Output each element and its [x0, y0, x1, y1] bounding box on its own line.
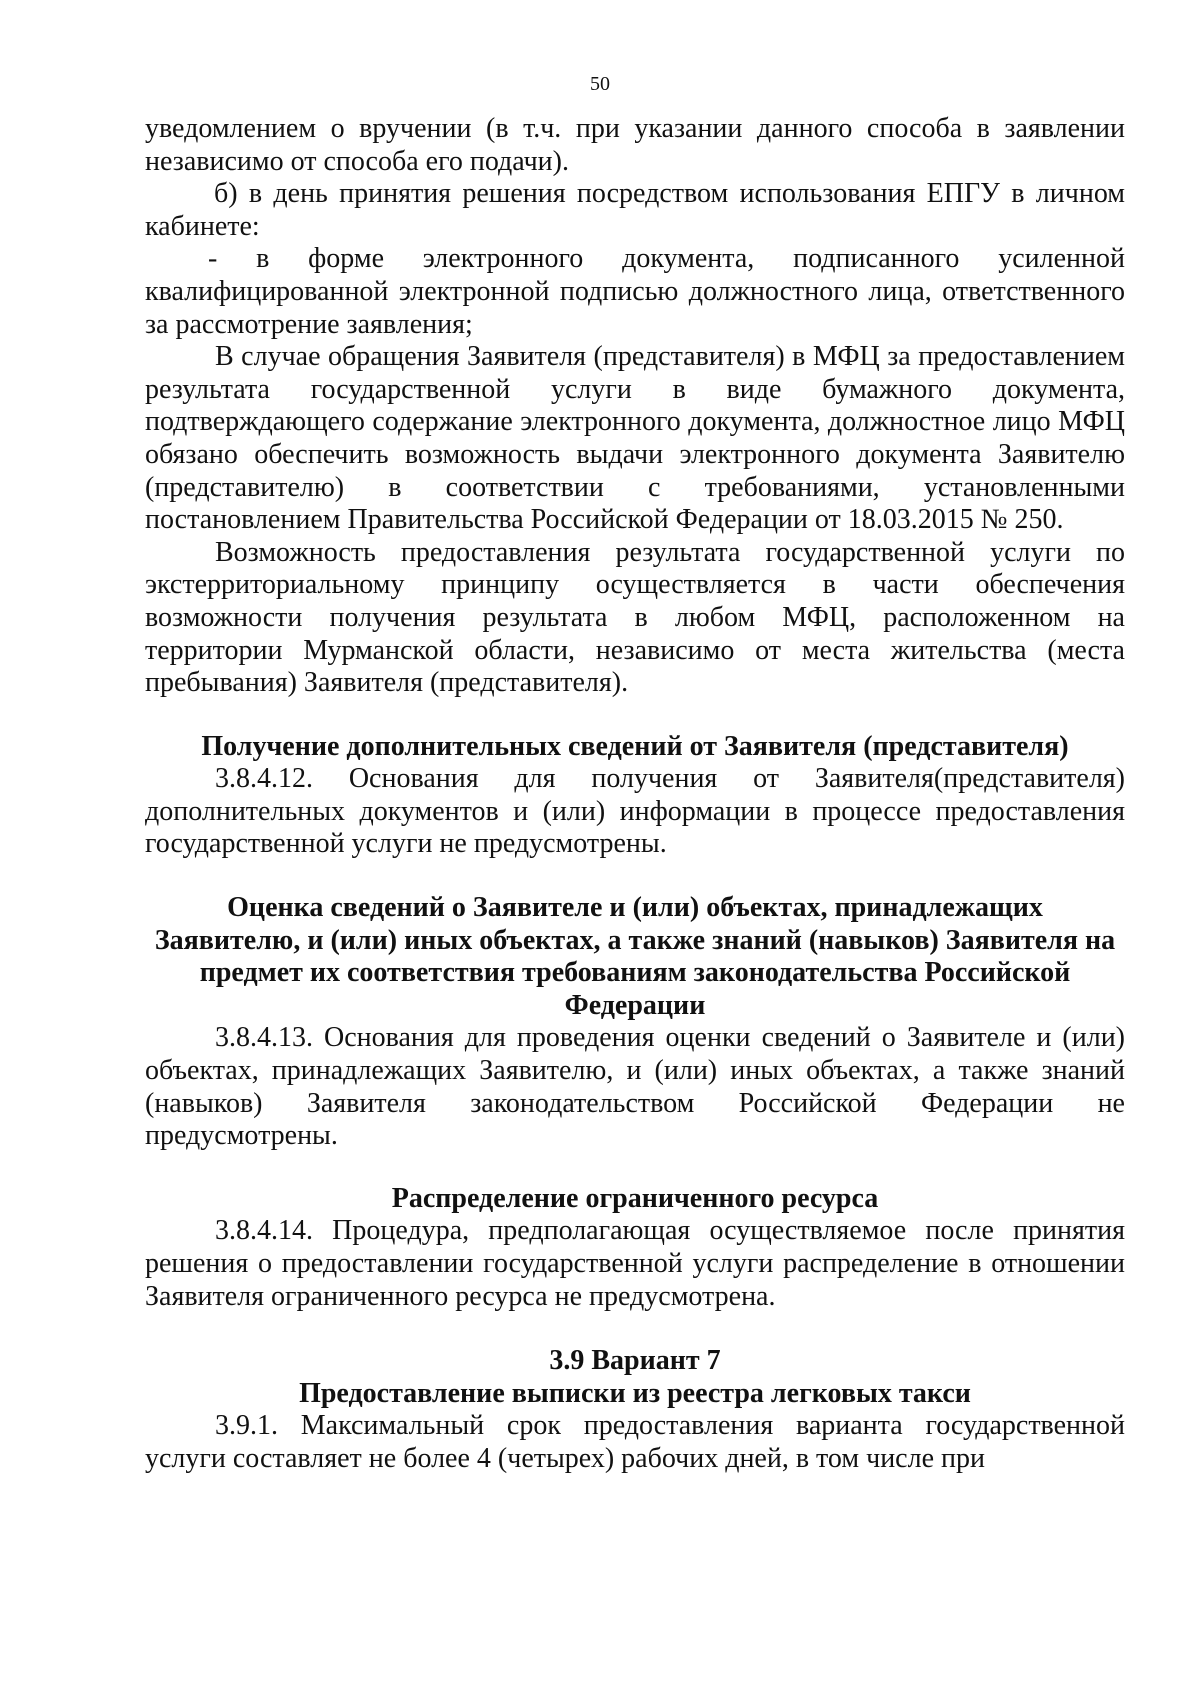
heading-applicant-assessment-line-1: Оценка сведений о Заявителе и (или) объектах, принадлежащих [227, 892, 1043, 924]
paragraph-extraterritorial: Возможность предоставления результата государственной услуги по экстерриториальному принципу осуществляется в части обеспечения возможности получения результата в любом МФЦ, расположенном на территории Мурманской области, независимо от места жительства (места пребывания) Заявителя (представителя). [145, 536, 1125, 699]
paragraph-electronic-document: - в форме электронного документа, подписанного усиленной квалифицированной электронной подписью должностного лица, ответственного за рассмотрение заявления; [145, 243, 1125, 340]
paragraph-3-8-4-13: 3.8.4.13. Основания для проведения оценки сведений о Заявителе и (или) объектах, принадлежащих Заявителю, и (или) иных объектах, а также знаний (навыков) Заявителя законодательством Российской Федерации не предусмотрены. [145, 1022, 1125, 1152]
paragraph-delivery-notice: уведомлением о вручении (в т.ч. при указании данного способа в заявлении независимо от способа его подачи). [145, 113, 1125, 177]
page-number: 50 [590, 73, 610, 95]
document-body [145, 113, 1125, 1476]
heading-applicant-assessment-line-4: Федерации [564, 989, 706, 1021]
heading-variant-7 [145, 1345, 1125, 1410]
heading-limited-resource: Распределение ограниченного ресурса [391, 1182, 879, 1214]
heading-applicant-assessment-line-2: Заявителю, и (или) иных объектах, а также знаний (навыков) Заявителя на [154, 924, 1116, 956]
heading-variant-7-title: Предоставление выписки из реестра легковых такси [299, 1377, 971, 1409]
paragraph-3-9-1: 3.9.1. Максимальный срок предоставления варианта государственной услуги составляет не более 4 (четырех) рабочих дней, в том числе при [145, 1410, 1125, 1474]
heading-applicant-assessment [145, 892, 1125, 1022]
paragraph-epgu-decision: б) в день принятия решения посредством использования ЕПГУ в личном кабинете: [145, 178, 1125, 242]
paragraph-3-8-4-14: 3.8.4.14. Процедура, предполагающая осуществляемое после принятия решения о предоставлении государственной услуги распределение в отношении Заявителя ограниченного ресурса не предусмотрена. [145, 1215, 1125, 1312]
heading-applicant-assessment-line-3: предмет их соответствия требованиям законодательства Российской [199, 957, 1071, 989]
paragraph-mfc-request: В случае обращения Заявителя (представителя) в МФЦ за предоставлением результата государственной услуги в виде бумажного документа, подтверждающего содержание электронного документа, должностное лицо МФЦ обязано обеспечить возможность выдачи электронного документа Заявителю (представителю) в соответствии с требованиями, установленными постановлением Правительства Российской Федерации от 18.03.2015 № 250. [145, 341, 1125, 536]
heading-variant-7-number: 3.9 Вариант 7 [549, 1345, 721, 1377]
heading-additional-info: Получение дополнительных сведений от Заявителя (представителя) [201, 730, 1069, 762]
paragraph-3-8-4-12: 3.8.4.12. Основания для получения от Заявителя(представителя) дополнительных документов и (или) информации в процессе предоставления государственной услуги не предусмотрены. [145, 763, 1125, 860]
